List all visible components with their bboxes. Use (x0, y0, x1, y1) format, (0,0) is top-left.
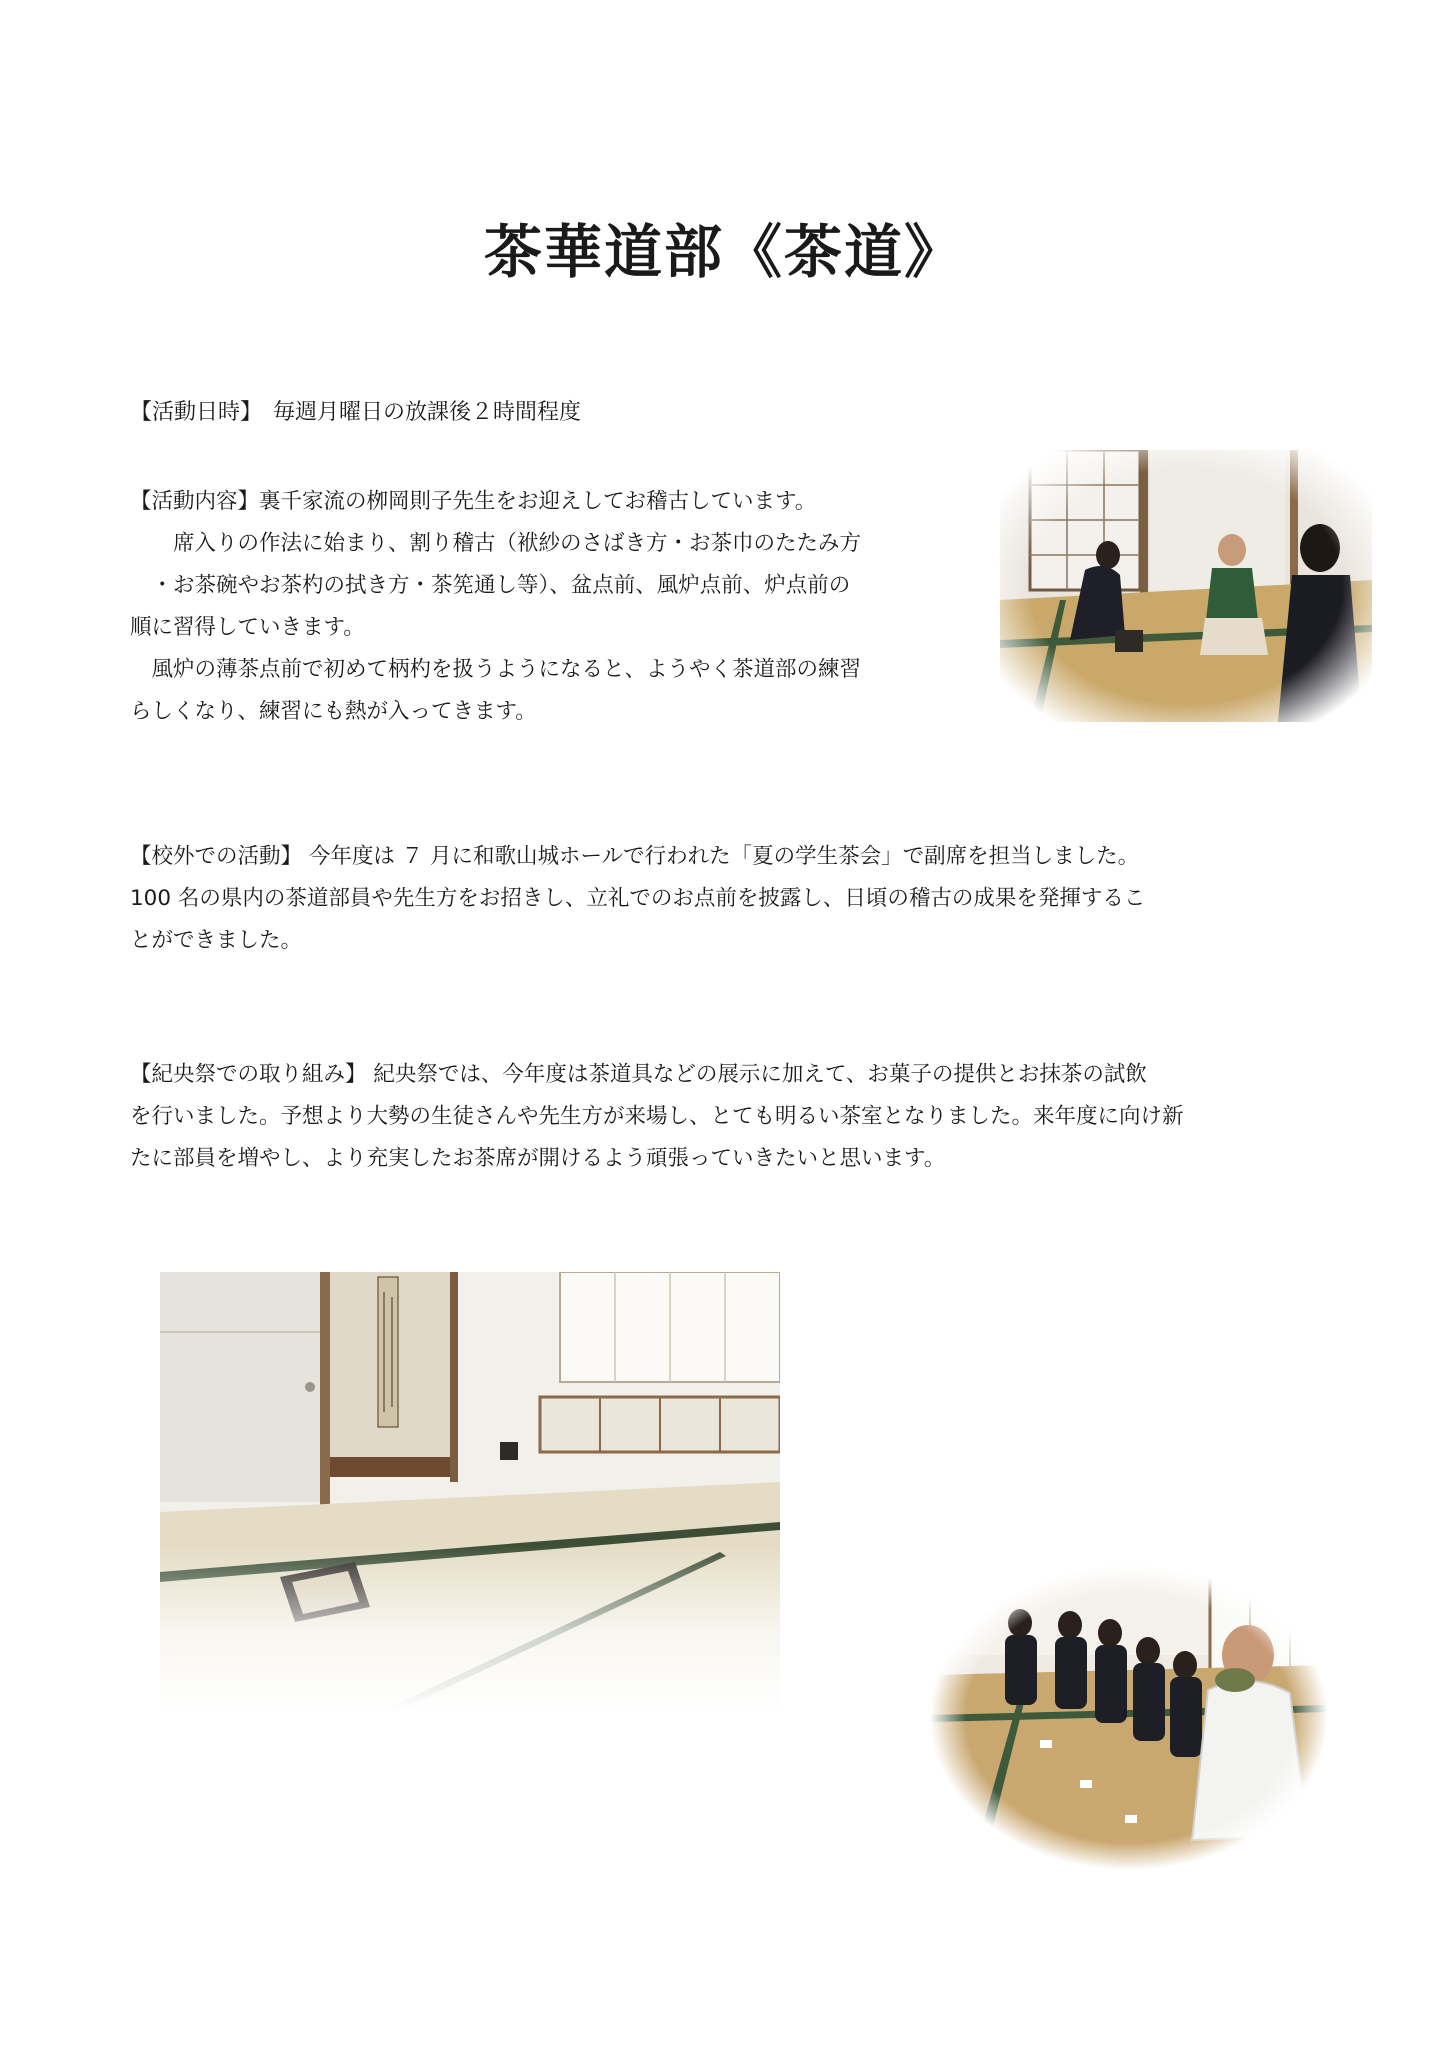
tea-practice-photo (1000, 450, 1372, 722)
schedule-section (130, 392, 581, 434)
festival-line-3: たに部員を増やし、より充実したお茶席が開けるよう頑張っていきたいと思います。 (130, 1146, 946, 1171)
festival-line-1: 【紀央祭での取り組み】 紀央祭では、今年度は茶道具などの展示に加えて、お菓子の提供とお抹茶の試飲 (130, 1062, 1147, 1087)
outside-line-3: とができました。 (130, 928, 303, 953)
content-line-6: らしくなり、練習にも熱が入ってきます。 (130, 699, 537, 724)
outside-line-2: 100 名の県内の茶道部員や先生方をお招きし、立礼でのお点前を披露し、日頃の稽古の成果を発揮するこ (130, 886, 1146, 911)
content-line-4: 順に習得していきます。 (130, 615, 365, 640)
content-line-1: 【活動内容】裏千家流の栁岡則子先生をお迎えしてお稽古しています。 (130, 489, 817, 514)
schedule-line: 【活動日時】 毎週月曜日の放課後２時間程度 (130, 400, 582, 425)
content-section (130, 481, 861, 733)
festival-section (130, 1054, 1184, 1180)
content-line-3: ・お茶碗やお茶杓の拭き方・茶筅通し等）、盆点前、風炉点前、炉点前の (130, 573, 851, 598)
outside-activity-section (130, 836, 1145, 962)
festival-line-2: を行いました。予想より大勢の生徒さんや先生方が来場し、とても明るい茶室となりました。来年度に向け新 (130, 1104, 1184, 1129)
group-tea-photo (930, 1565, 1328, 1870)
content-line-2: 席入りの作法に始まり、割り稽古（袱紗のさばき方・お茶巾のたたみ方 (130, 531, 862, 556)
page-title: 茶華道部《茶道》 (483, 218, 964, 286)
tea-room-photo (160, 1272, 780, 1712)
content-line-5: 風炉の薄茶点前で初めて柄杓を扱うようになると、ようやく茶道部の練習 (130, 657, 862, 682)
outside-line-1: 【校外での活動】 今年度は ７ 月に和歌山城ホールで行われた「夏の学生茶会」で副席を担当しました。 (130, 844, 1140, 869)
